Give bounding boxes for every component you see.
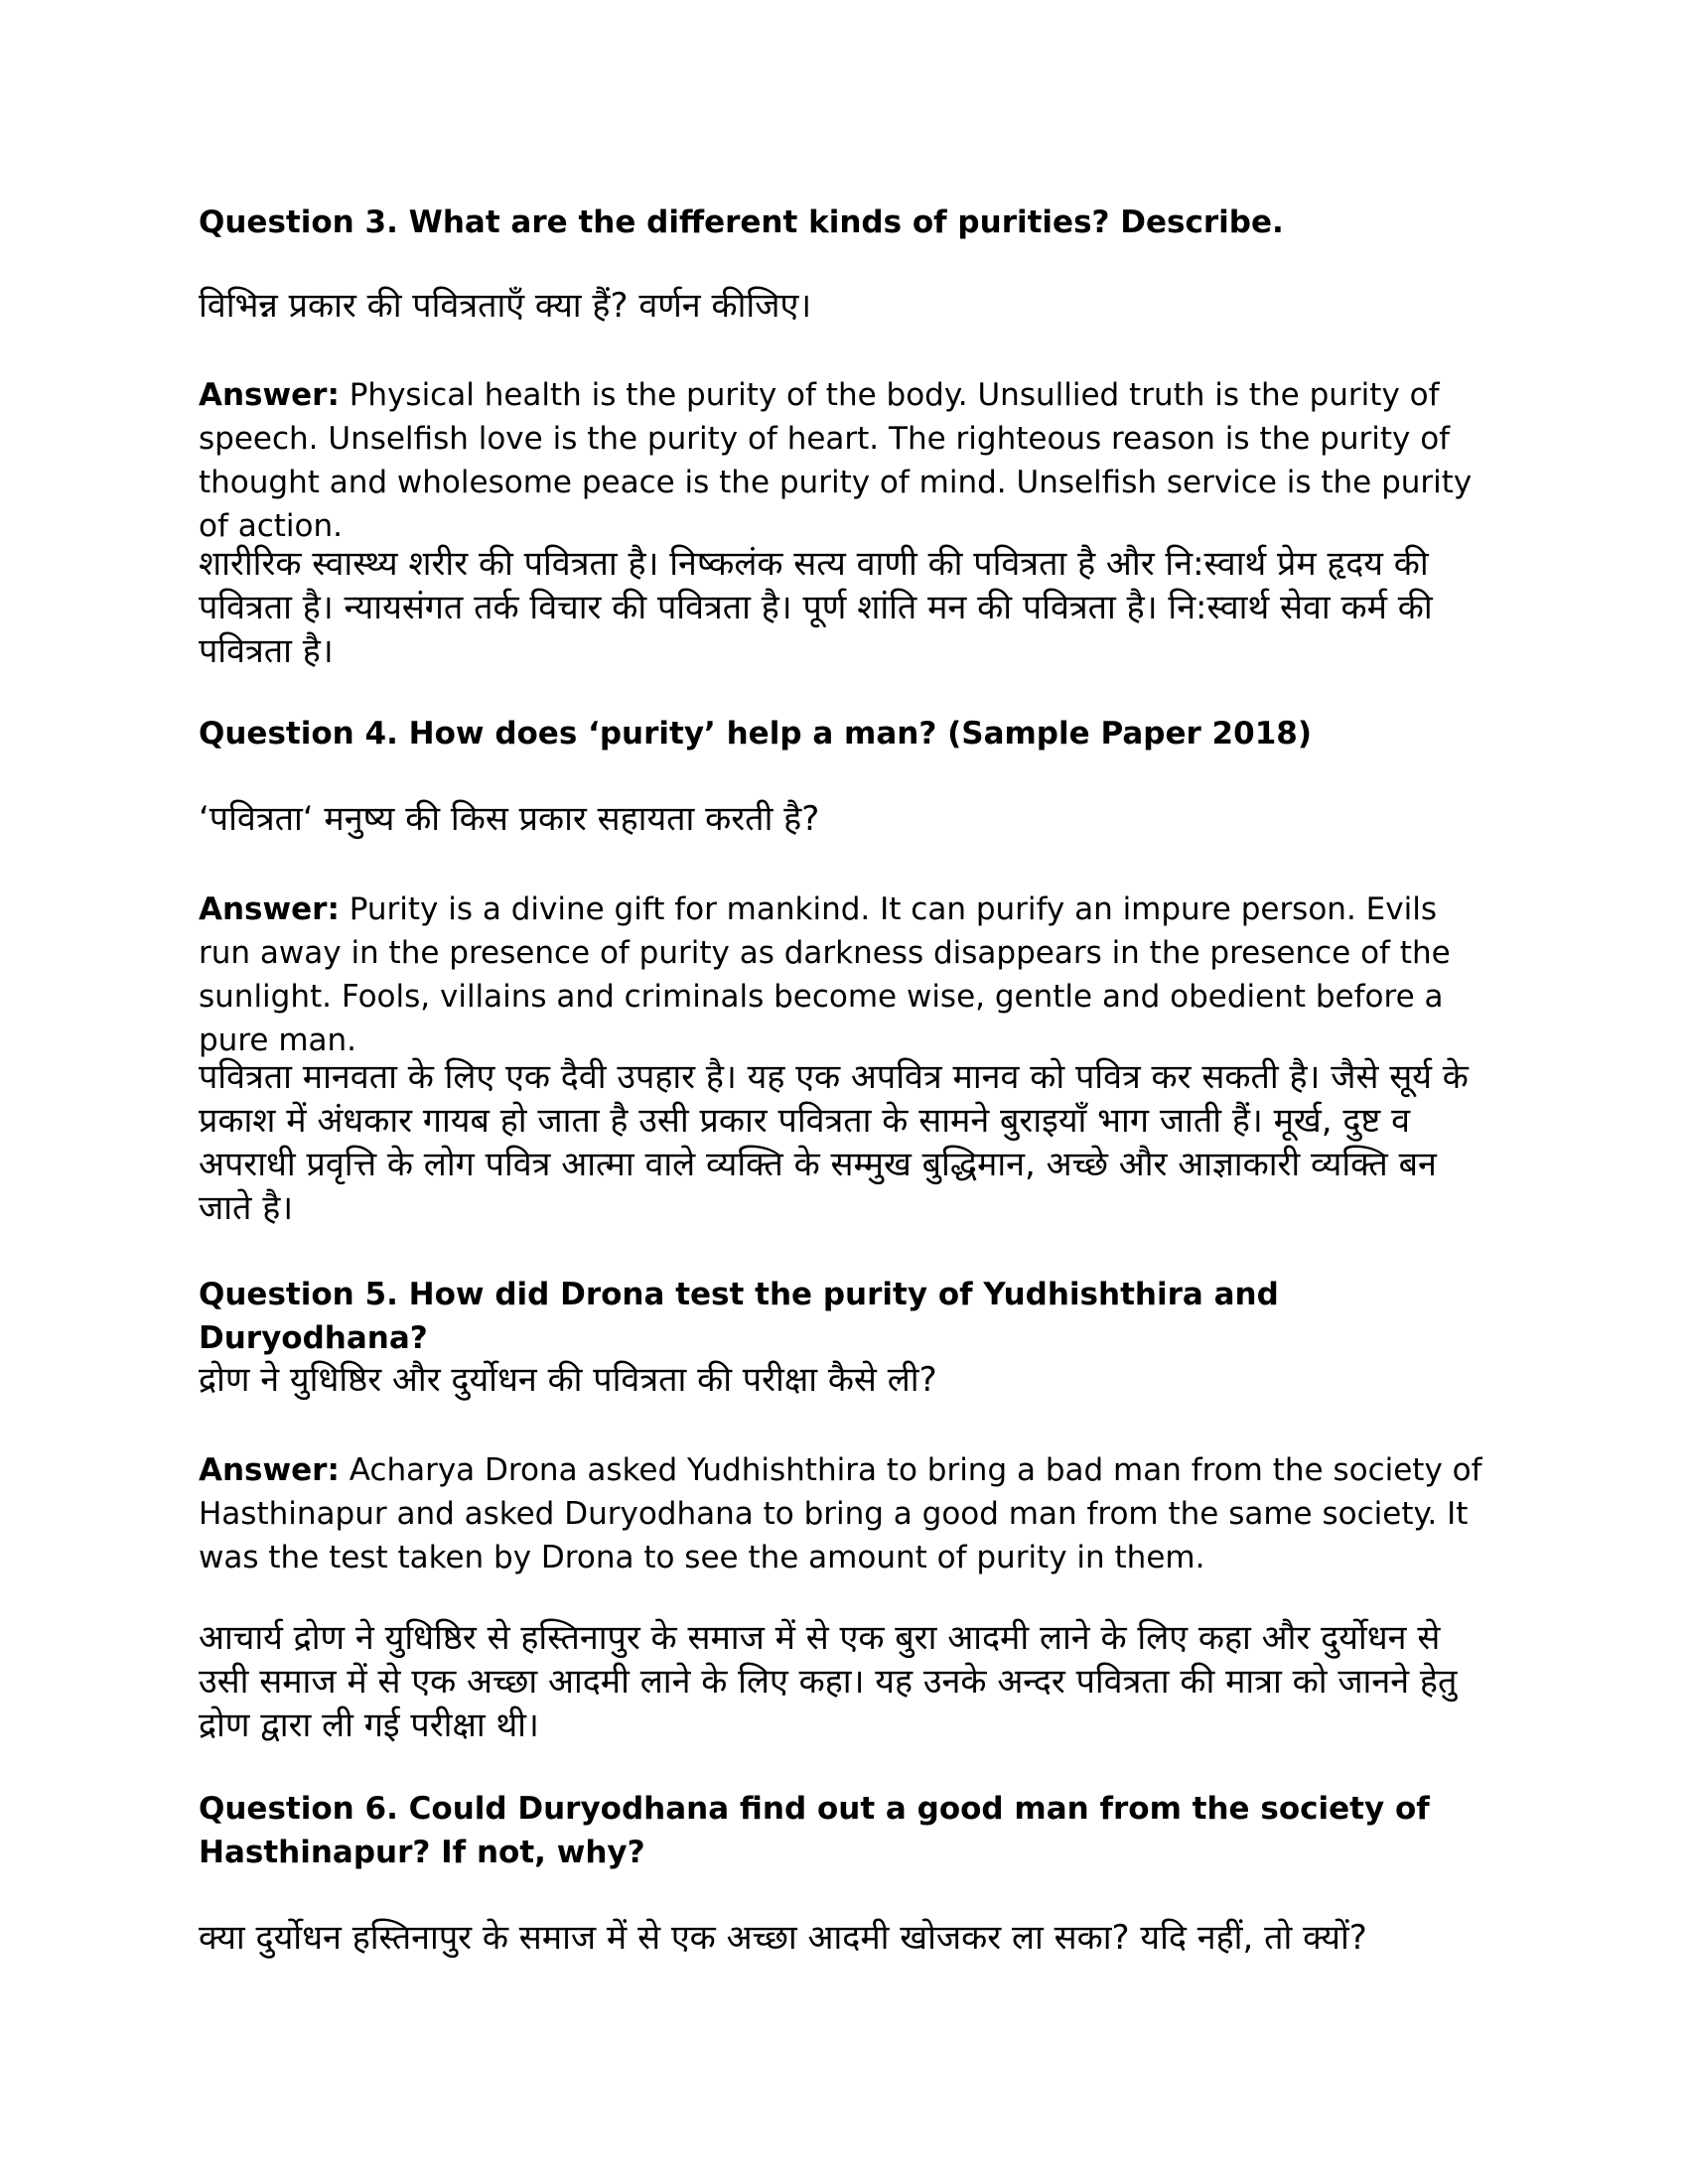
answer-3-hindi: शारीरिक स्वास्थ्य शरीर की पवित्रता है। निष्कलंक सत्य वाणी की पवित्रता है और नि:स्वार्थ प्रेम हृदय की पवित्रता है। न्यायसंगत तर्क विचार की पवित्रता है। पूर्ण शांति मन की पवित्रता है। नि:स्वार्थ सेवा कर्म की पवित्रता है। [199, 544, 1433, 671]
answer-label: Answer: [199, 1452, 340, 1488]
question-5-heading: Question 5. How did Drona test the purity of Yudhishthira and Duryodhana? [199, 1277, 1279, 1356]
answer-3 [199, 373, 1489, 548]
answer-4 [199, 887, 1489, 1062]
question-6-hindi: क्या दुर्योधन हस्तिनापुर के समाज में से एक अच्छा आदमी खोजकर ला सका? यदि नहीं, तो क्यों? [199, 1918, 1367, 1958]
question-3-hindi: विभिन्न प्रकार की पवित्रताएँ क्या हैं? वर्णन कीजिए। [199, 286, 812, 326]
answer-5 [199, 1448, 1489, 1579]
question-4-heading: Question 4. How does ‘purity’ help a man? (Sample Paper 2018) [199, 716, 1312, 751]
answer-4-hindi: पवित्रता मानवता के लिए एक दैवी उपहार है। यह एक अपवित्र मानव को पवित्र कर सकती है। जैसे सूर्य के प्रकाश में अंधकार गायब हो जाता है उसी प्रकार पवित्रता के सामने बुराइयाँ भाग जाती हैं। मूर्ख, दुष्ट व अपराधी प्रवृत्ति के लोग पवित्र आत्मा वाले व्यक्ति के सम्मुख बुद्धिमान, अच्छे और आज्ञाकारी व्यक्ति बन जाते है। [199, 1057, 1469, 1228]
answer-label: Answer: [199, 377, 340, 413]
question-6-heading: Question 6. Could Duryodhana find out a good man from the society of Hasthinapur? If not, why? [199, 1791, 1430, 1870]
answer-5-text: Acharya Drona asked Yudhishthira to bring a bad man from the society of Hasthinapur and asked Duryodhana to bring a good man from the same society. It was the test taken by Drona to see the amount of purity in them. [199, 1452, 1482, 1575]
answer-label: Answer: [199, 891, 340, 927]
question-5-hindi: द्रोण ने युधिष्ठिर और दुर्योधन की पवित्रता की परीक्षा कैसे ली? [199, 1360, 937, 1400]
answer-3-text: Physical health is the purity of the body. Unsullied truth is the purity of speech. Unselfish love is the purity of heart. The righteous reason is the purity of thought and wholesome peace is the purity of mind. Unselfish service is the purity of action. [199, 377, 1473, 544]
question-3-heading: Question 3. What are the different kinds of purities? Describe. [199, 205, 1284, 240]
answer-4-text: Purity is a divine gift for mankind. It can purify an impure person. Evils run away in the presence of purity as darkness disappears in the presence of the sunlight. Fools, villains and criminals become wise, gentle and obedient before a pure man. [199, 891, 1451, 1058]
answer-5-hindi: आचार्य द्रोण ने युधिष्ठिर से हस्तिनापुर के समाज में से एक बुरा आदमी लाने के लिए कहा और दुर्योधन से उसी समाज में से एक अच्छा आदमी लाने के लिए कहा। यह उनके अन्दर पवित्रता की मात्रा को जानने हेतु द्रोण द्वारा ली गई परीक्षा थी। [199, 1618, 1458, 1745]
question-4-hindi: ‘पवित्रता‘ मनुष्य की किस प्रकार सहायता करती है? [199, 799, 820, 839]
